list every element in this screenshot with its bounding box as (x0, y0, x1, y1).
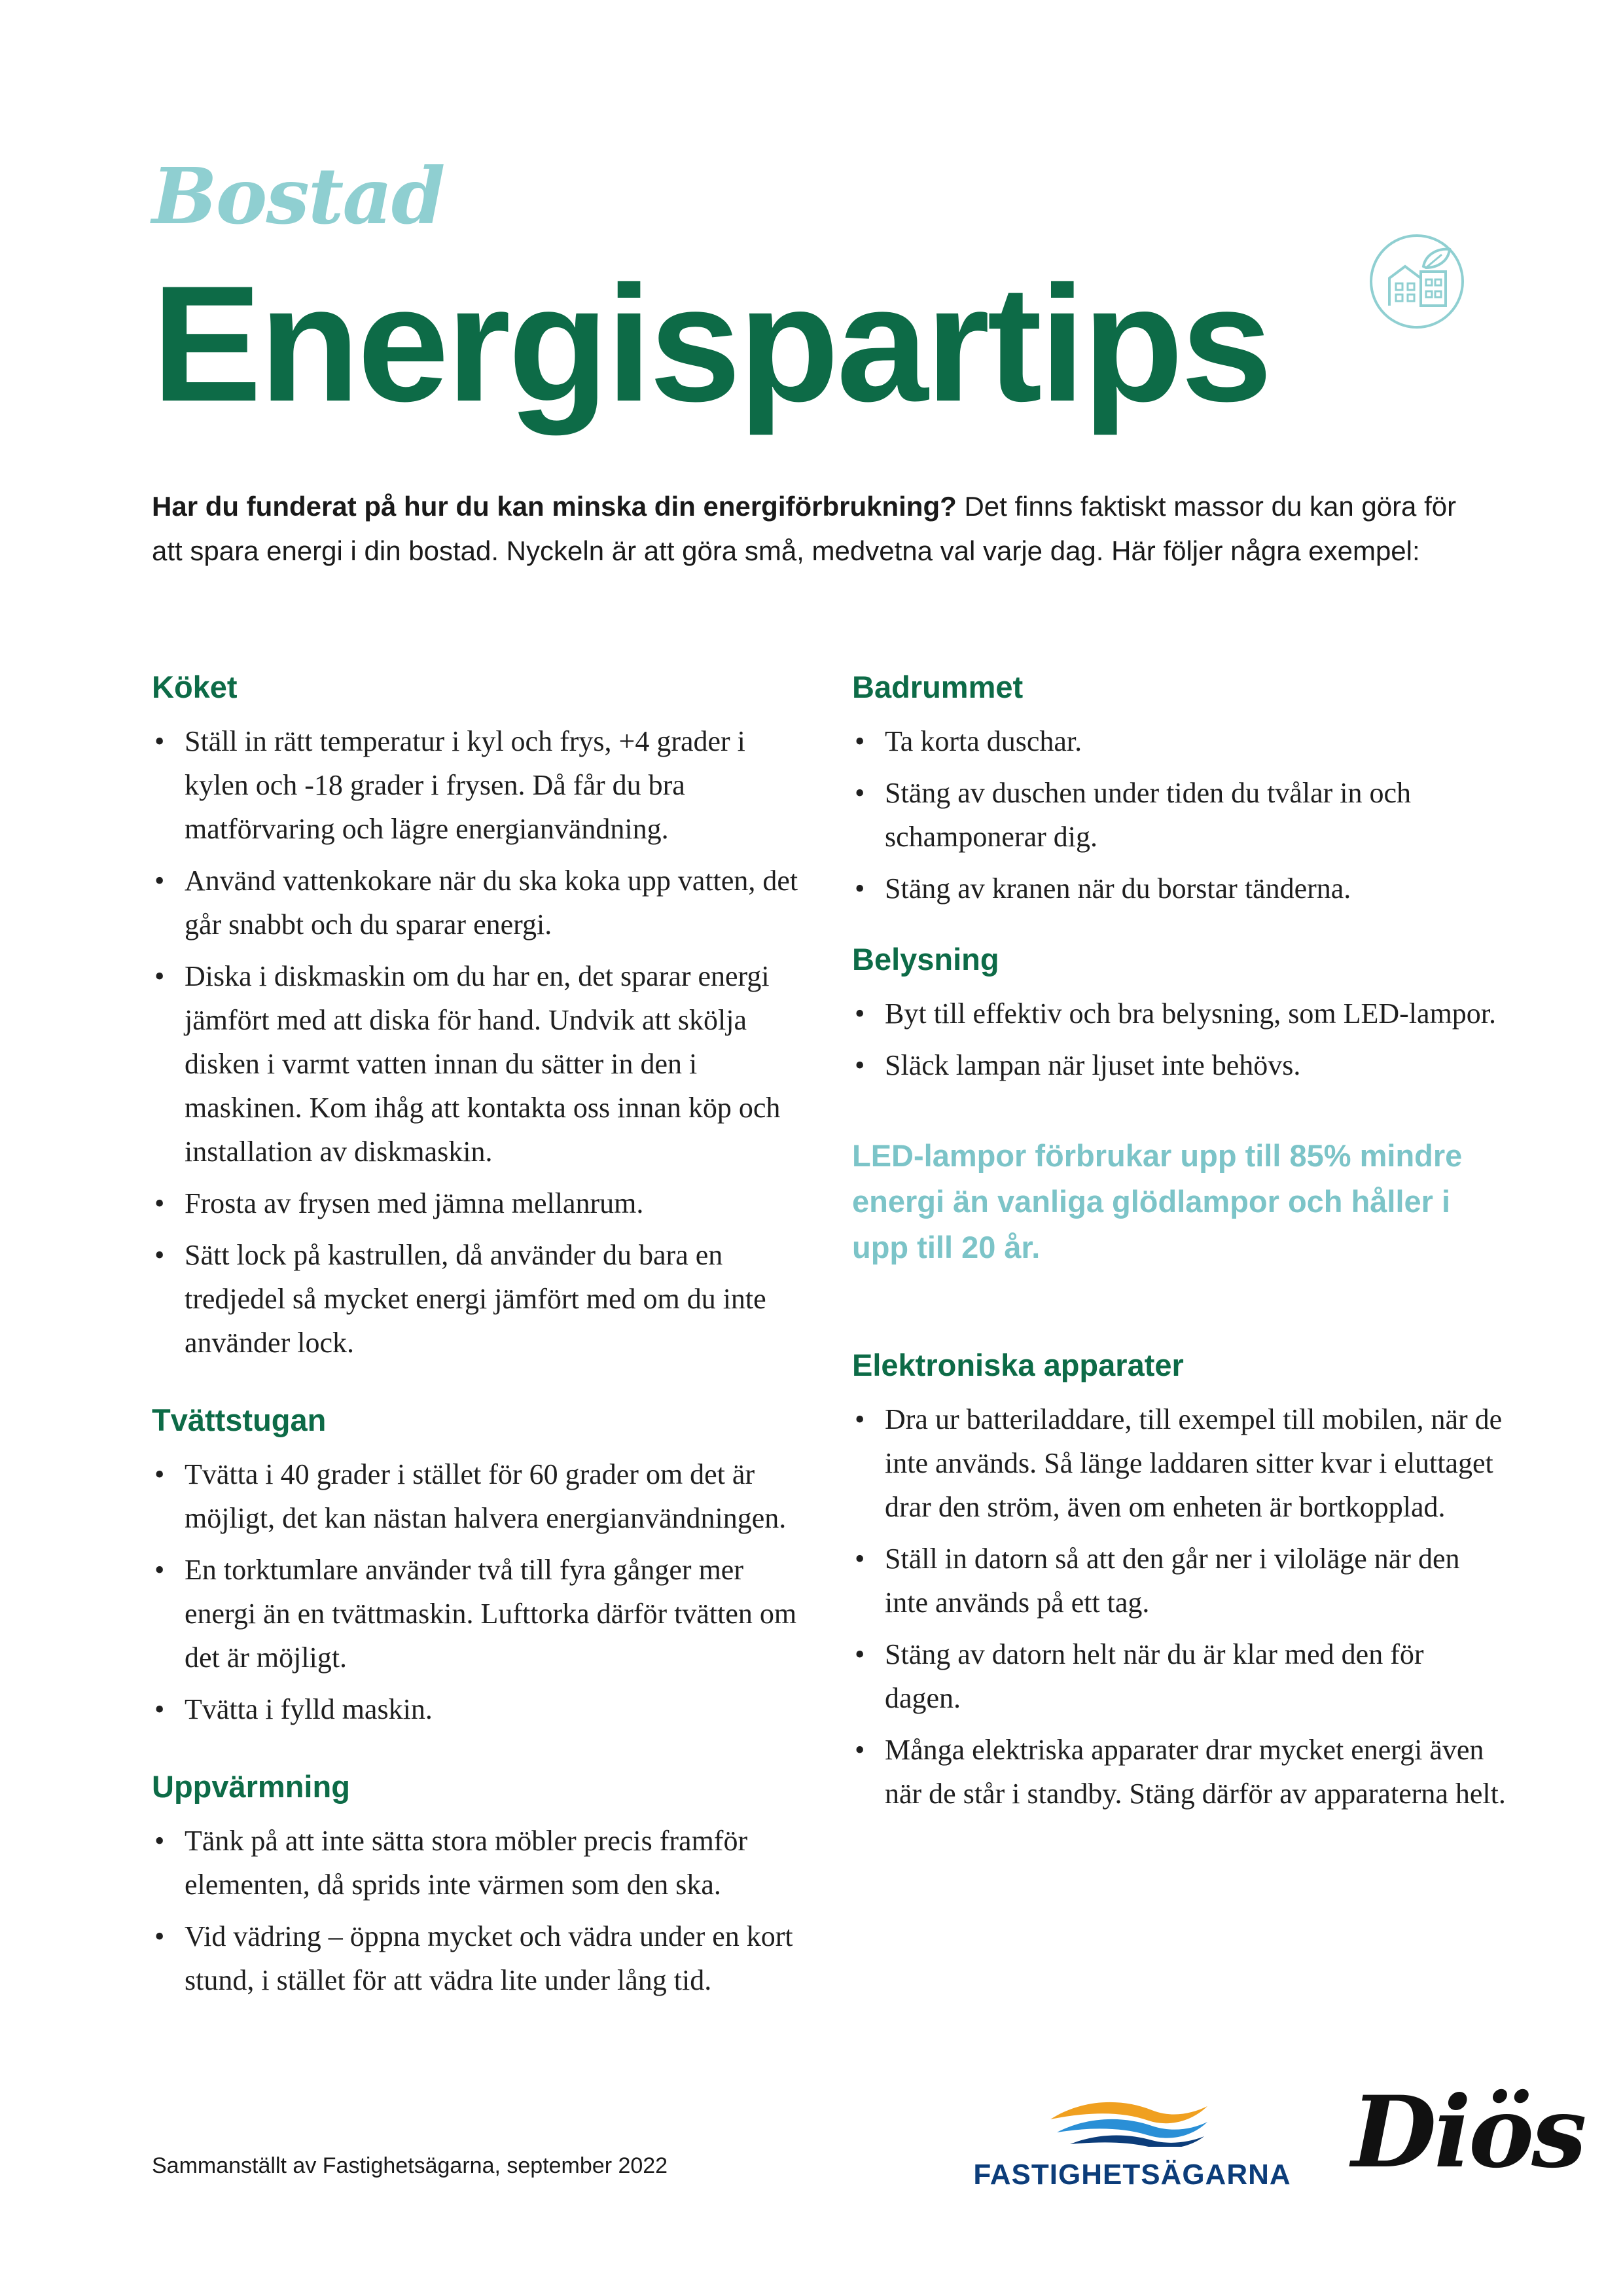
page-title: Energispartips (152, 252, 1270, 436)
list-item: • Ställ in datorn så att den går ner i viloläge när den inte används på ett tag. (852, 1537, 1507, 1624)
right-column (852, 664, 1507, 1823)
list-item: • Byt till effektiv och bra belysning, som LED-lampor. (852, 992, 1507, 1035)
fastighetsagarna-wordmark: FASTIGHETSÄGARNA (973, 2159, 1291, 2191)
list-item: • Frosta av frysen med jämna mellanrum. (152, 1181, 806, 1225)
intro-paragraph (152, 484, 1480, 573)
heading-koket: Köket (152, 670, 238, 704)
list-item: • Vid vädring – öppna mycket och vädra under en kort stund, i stället för att vädra lite under lång tid. (152, 1914, 806, 2002)
list-badrummet (852, 719, 1507, 910)
heading-tvattstugan: Tvättstugan (152, 1403, 327, 1437)
list-belysning (852, 992, 1507, 1087)
house-leaf-icon (1358, 232, 1476, 331)
list-item: • Ta korta duschar. (852, 719, 1507, 763)
heading-elektronik: Elektroniska apparater (852, 1348, 1184, 1382)
list-item: • Tvätta i 40 grader i stället för 60 grader om det är möjligt, det kan nästan halvera energianvändningen. (152, 1452, 806, 1540)
list-tvattstugan (152, 1452, 806, 1731)
footer-note: Sammanställt av Fastighetsägarna, september 2022 (152, 2153, 668, 2178)
heading-uppvarmning: Uppvärmning (152, 1769, 350, 1804)
intro-body: Det finns faktiskt massor du kan göra för att spara energi i din bostad. Nyckeln är att göra små, medvetna val varje dag. Här följer några exempel: (152, 491, 1457, 566)
list-item: • Ställ in rätt temperatur i kyl och frys, +4 grader i kylen och -18 grader i frysen. Då får du bra matförvaring och lägre energianvändning. (152, 719, 806, 851)
list-item: • Släck lampan när ljuset inte behövs. (852, 1043, 1507, 1087)
list-item: • Tvätta i fylld maskin. (152, 1687, 806, 1731)
heading-badrummet: Badrummet (852, 670, 1024, 704)
left-column (152, 664, 806, 2010)
list-item: • Stäng av duschen under tiden du tvålar in och schamponerar dig. (852, 771, 1507, 859)
list-item: • Använd vattenkokare när du ska koka upp vatten, det går snabbt och du sparar energi. (152, 859, 806, 946)
dios-logo: Diös (1351, 2075, 1584, 2190)
list-item: • Tänk på att inte sätta stora möbler precis framför elementen, då sprids inte värmen som den ska. (152, 1819, 806, 1907)
list-uppvarmning (152, 1819, 806, 2002)
list-item: • Stäng av datorn helt när du är klar med den för dagen. (852, 1632, 1507, 1720)
led-callout: LED-lampor förbrukar upp till 85% mindre energi än vanliga glödlampor och håller i upp till 20 år. (852, 1138, 1463, 1265)
list-item: • Diska i diskmaskin om du har en, det sparar energi jämfört med att diska för hand. Undvik att skölja disken i varmt vatten innan du sätter in den i maskinen. Kom ihåg att kontakta oss innan köp och installation av diskmaskin. (152, 954, 806, 1174)
list-item: • Många elektriska apparater drar mycket energi även när de står i standby. Stäng därför av apparaterna helt. (852, 1728, 1507, 1816)
list-koket (152, 719, 806, 1365)
intro-lead: Har du funderat på hur du kan minska din energiförbrukning? (152, 491, 957, 522)
list-item: • Stäng av kranen när du borstar tänderna. (852, 867, 1507, 910)
script-title: Bostad (152, 151, 444, 242)
list-item: • En torktumlare använder två till fyra gånger mer energi än en tvättmaskin. Lufttorka därför tvätten om det är möjligt. (152, 1548, 806, 1679)
fastighetsagarna-logo (969, 2094, 1296, 2193)
wave-logo-icon (1044, 2094, 1214, 2147)
list-item: • Sätt lock på kastrullen, då använder du bara en tredjedel så mycket energi jämfört med om du inte använder lock. (152, 1233, 806, 1365)
list-elektronik (852, 1397, 1507, 1816)
list-item: • Dra ur batteriladdare, till exempel till mobilen, när de inte används. Så länge laddaren sitter kvar i eluttaget drar den ström, även om enheten är bortkopplad. (852, 1397, 1507, 1529)
heading-belysning: Belysning (852, 942, 999, 977)
